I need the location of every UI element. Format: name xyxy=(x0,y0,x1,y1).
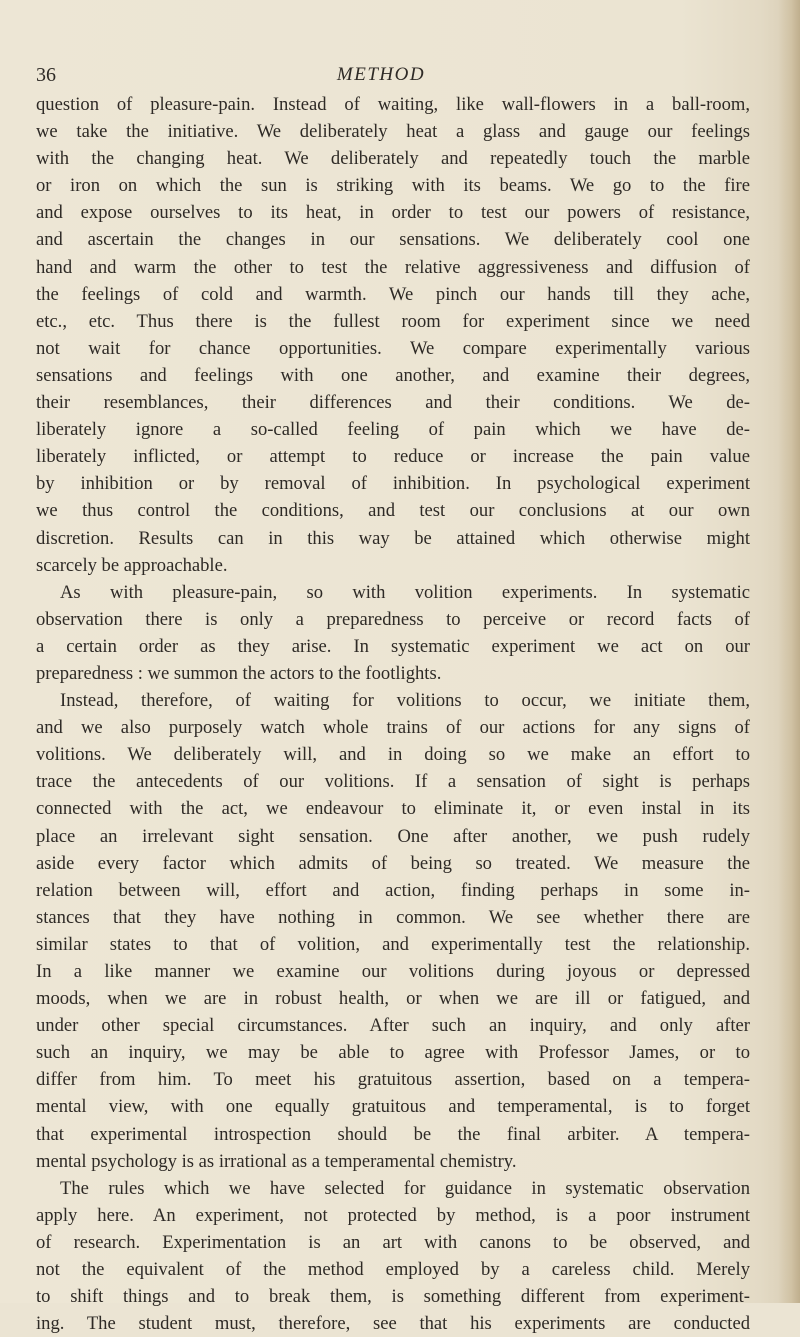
text-line: a certain order as they arise. In systematic experiment we act on our xyxy=(36,635,750,657)
text-line: such an inquiry, we may be able to agree with Professor James, or to xyxy=(36,1042,750,1064)
text-line: to shift things and to break them, is something different from experiment- xyxy=(36,1286,750,1308)
text-line: volitions. We deliberately will, and in doing so we make an effort to xyxy=(36,744,750,766)
text-line: of research. Experimentation is an art with canons to be observed, and xyxy=(36,1231,750,1253)
text-line: under other special circumstances. After such an inquiry, and only after xyxy=(36,1015,750,1037)
body-text xyxy=(36,91,750,1337)
running-title: METHOD xyxy=(336,64,426,85)
text-line: Instead, therefore, of waiting for volitions to occur, we initiate them, xyxy=(60,690,750,712)
text-line: and we also purposely watch whole trains of our actions for any signs of xyxy=(36,717,750,739)
text-line: not wait for chance opportunities. We compare experimentally various xyxy=(36,337,750,359)
page-header xyxy=(36,64,726,94)
text-line: we take the initiative. We deliberately heat a glass and gauge our feelings xyxy=(36,121,750,143)
text-line: similar states to that of volition, and experimentally test the relationship. xyxy=(36,933,750,955)
text-line: and expose ourselves to its heat, in order to test our powers of resistance, xyxy=(36,202,750,224)
text-line: their resemblances, their differences and their conditions. We de- xyxy=(36,392,750,414)
text-line: connected with the act, we endeavour to eliminate it, or even instal in its xyxy=(36,798,750,820)
text-line: and ascertain the changes in our sensations. We deliberately cool one xyxy=(36,229,750,251)
text-line: observation there is only a preparedness to perceive or record facts of xyxy=(36,608,750,630)
text-line: mental psychology is as irrational as a temperamental chemistry. xyxy=(36,1150,517,1172)
text-line: moods, when we are in robust health, or when we are ill or fatigued, and xyxy=(36,988,750,1010)
text-line: apply here. An experiment, not protected by method, is a poor instrument xyxy=(36,1204,750,1226)
text-line: trace the antecedents of our volitions. If a sensation of sight is perhaps xyxy=(36,771,750,793)
text-line: the feelings of cold and warmth. We pinch our hands till they ache, xyxy=(36,283,750,305)
text-line: we thus control the conditions, and test our conclusions at our own xyxy=(36,500,750,522)
text-line: place an irrelevant sight sensation. One after another, we push rudely xyxy=(36,825,750,847)
text-line: In a like manner we examine our volitions during joyous or depressed xyxy=(36,961,750,982)
page-edge-shadow xyxy=(778,0,800,1303)
text-line: by inhibition or by removal of inhibition. In psychological experiment xyxy=(36,473,750,495)
text-line: differ from him. To meet his gratuitous assertion, based on a tempera- xyxy=(36,1069,750,1091)
text-line: hand and warm the other to test the relative aggressiveness and diffusion of xyxy=(36,256,750,278)
text-line: stances that they have nothing in common. We see whether there are xyxy=(36,906,750,928)
text-line: sensations and feelings with one another, and examine their degrees, xyxy=(36,364,750,386)
text-line: aside every factor which admits of being so treated. We measure the xyxy=(36,852,750,874)
text-line: As with pleasure-pain, so with volition experiments. In systematic xyxy=(60,581,750,603)
text-line: or iron on which the sun is striking with its beams. We go to the fire xyxy=(36,175,750,197)
text-line: that experimental introspection should be the final arbiter. A tempera- xyxy=(36,1123,750,1145)
text-line: scarcely be approachable. xyxy=(36,554,228,576)
text-line: mental view, with one equally gratuitous and temperamental, is to forget xyxy=(36,1096,750,1118)
text-line: not the equivalent of the method employed by a careless child. Merely xyxy=(36,1259,750,1281)
page-number: 36 xyxy=(36,64,56,86)
text-line: The rules which we have selected for guidance in systematic observation xyxy=(60,1177,750,1199)
text-line: preparedness : we summon the actors to the footlights. xyxy=(36,662,442,684)
text-line: etc., etc. Thus there is the fullest room for experiment since we need xyxy=(36,310,750,332)
text-line: question of pleasure-pain. Instead of waiting, like wall-flowers in a ball-room, xyxy=(36,94,750,115)
text-line: ing. The student must, therefore, see that his experiments are conducted xyxy=(36,1313,750,1335)
text-line: liberately inflicted, or attempt to reduce or increase the pain value xyxy=(36,446,750,468)
text-line: with the changing heat. We deliberately and repeatedly touch the marble xyxy=(36,148,750,170)
text-line: discretion. Results can in this way be attained which otherwise might xyxy=(36,527,750,549)
text-line: liberately ignore a so-called feeling of pain which we have de- xyxy=(36,419,750,441)
text-line: relation between will, effort and action, finding perhaps in some in- xyxy=(36,879,750,901)
